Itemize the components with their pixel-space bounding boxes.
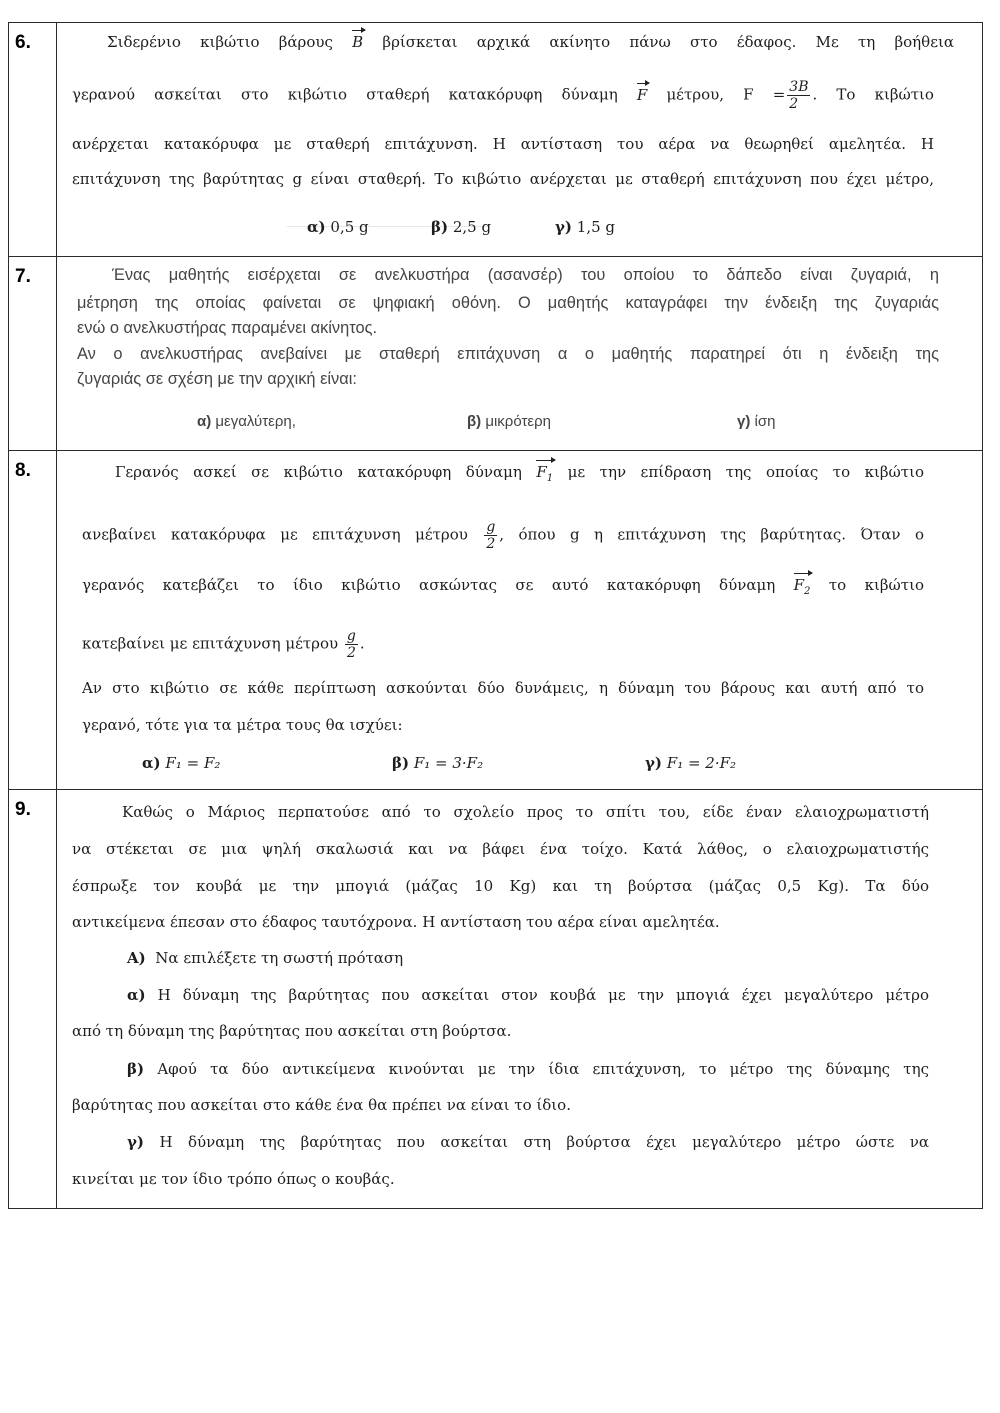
q8-text-1b: με την επίδραση της οποίας το κιβώτιο [567, 463, 924, 481]
question-number: 8. [9, 451, 57, 790]
weight-vector: B [352, 33, 364, 51]
q9-line-1: Καθώς ο Μάριος περπατούσε από το σχολείο προς το σπίτι του, είδε έναν ελαιοχρωματιστή [122, 803, 929, 821]
g-over-2-fraction: $\frac{g}{2}$ [486, 519, 496, 552]
fraction-denominator: 2 [789, 96, 799, 112]
option-b[interactable]: β) F₁ = 3·F₂ [392, 754, 484, 772]
option-c[interactable]: γ) 1,5 g [555, 218, 616, 236]
q6-line-2 [72, 79, 934, 112]
question-row-8 [9, 451, 983, 790]
option-c[interactable]: γ) F₁ = 2·F₂ [645, 754, 737, 772]
q8-line-4: κατεβαίνει με επιτάχυνση μέτρου $\frac{g}{2}$ . [82, 628, 365, 661]
question-row-6 [9, 23, 983, 257]
q8-text-2a: ανεβαίνει κατακόρυφα με επιτάχυνση μέτρου [82, 525, 468, 544]
question-number: 6. [9, 23, 57, 257]
statement-a[interactable]: α) Η δύναμη της βαρύτητας που ασκείται στον κουβά με την μπογιά έχει μεγαλύτερο μέτρο [127, 986, 929, 1004]
q6-text-2b: μέτρου, F = [666, 85, 786, 104]
question-row-7 [9, 257, 983, 451]
questions-table [8, 22, 983, 1209]
q6-text-1a: Σιδερένιο κιβώτιο βάρους [107, 33, 333, 51]
q8-text-2b: , όπου g η επιτάχυνση της βαρύτητας. Όταν ο [499, 525, 925, 544]
q8-line-3 [82, 576, 924, 601]
q9-part-a: Α) Να επιλέξετε τη σωστή πρόταση [127, 949, 404, 967]
q8-line-5: Αν στο κιβώτιο σε κάθε περίπτωση ασκούνται δύο δυνάμεις, η δύναμη του βάρους και αυτή από το [82, 679, 924, 697]
statement-a-cont: από τη δύναμη της βαρύτητας που ασκείται στη βούρτσα. [72, 1022, 512, 1040]
option-a[interactable]: α) μεγαλύτερη, [197, 413, 296, 430]
statement-b[interactable]: β) Αφού τα δύο αντικείμενα κινούνται με την ίδια επιτάχυνση, το μέτρο της δύναμης της [127, 1060, 929, 1078]
q8-text-3b: το κιβώτιο [828, 576, 924, 594]
question-body-7 [57, 257, 982, 450]
q9-line-3: έσπρωξε τον κουβά με την μπογιά (μάζας 10 Kg) και τη βούρτσα (μάζας 0,5 Kg). Τα δύο [72, 877, 929, 895]
g-over-2-fraction: $\frac{g}{2}$ [346, 628, 356, 661]
q7-line-2: μέτρηση της οποίας φαίνεται σε ψηφιακή οθόνη. Ο μαθητής καταγράφει την ένδειξη της ζυγαριάς [77, 294, 939, 312]
force-fraction [787, 79, 810, 112]
question-body-8 [57, 451, 982, 789]
q6-text-2c: . Το κιβώτιο [812, 85, 934, 104]
q6-text-1b: βρίσκεται αρχικά ακίνητο πάνω στο έδαφος. Με τη βοήθεια [382, 33, 954, 51]
force-f2: $F_2$ [794, 576, 811, 601]
q8-text-1a: Γερανός ασκεί σε κιβώτιο κατακόρυφη δύναμη [115, 463, 522, 481]
q6-line-3: ανέρχεται κατακόρυφα με σταθερή επιτάχυνση. Η αντίσταση του αέρα να θεωρηθεί αμελητέα. Η [72, 135, 934, 153]
question-number: 9. [9, 790, 57, 1209]
q7-line-5: ζυγαριάς σε σχέση με την αρχική είναι: [77, 370, 357, 388]
question-body-9 [57, 790, 982, 1208]
statement-b-cont: βαρύτητας που ασκείται στο κάθε ένα θα πρέπει να είναι το ίδιο. [72, 1096, 571, 1114]
q7-line-4: Αν ο ανελκυστήρας ανεβαίνει με σταθερή επιτάχυνση α ο μαθητής παρατηρεί ότι η ένδειξη της [77, 345, 939, 363]
option-b[interactable]: β) μικρότερη [467, 413, 551, 430]
q6-text-2a: γερανού ασκείται στο κιβώτιο σταθερή κατακόρυφη δύναμη [72, 85, 618, 104]
force-vector: F [636, 85, 648, 104]
option-a[interactable]: α) F₁ = F₂ [142, 754, 221, 772]
force-f1: $F_1$ [536, 463, 553, 488]
statement-c[interactable]: γ) Η δύναμη της βαρύτητας που ασκείται στη βούρτσα έχει μεγαλύτερο μέτρο ώστε να [127, 1133, 929, 1151]
q8-text-4a: κατεβαίνει με επιτάχυνση μέτρου [82, 634, 339, 653]
q8-text-3a: γερανός κατεβάζει το ίδιο κιβώτιο ασκώντας σε αυτό κατακόρυφη δύναμη [82, 576, 776, 594]
q9-line-4: αντικείμενα έπεσαν στο έδαφος ταυτόχρονα. Η αντίσταση του αέρα είναι αμελητέα. [72, 913, 720, 931]
question-number: 7. [9, 257, 57, 451]
q8-line-1 [115, 463, 924, 488]
q8-line-2 [82, 519, 924, 552]
q8-line-6: γερανό, τότε για τα μέτρα τους θα ισχύει: [82, 716, 403, 734]
option-b[interactable]: β) 2,5 g [431, 218, 492, 236]
question-row-9 [9, 790, 983, 1209]
option-a[interactable]: α) 0,5 g [307, 218, 369, 236]
question-body-6 [57, 23, 982, 256]
statement-c-cont: κινείται με τον ίδιο τρόπο όπως ο κουβάς. [72, 1170, 395, 1188]
q6-line-4: επιτάχυνση της βαρύτητας g είναι σταθερή. Το κιβώτιο ανέρχεται με σταθερή επιτάχυνση που έχει μέτρο, [72, 170, 934, 188]
q7-line-3: ενώ ο ανελκυστήρας παραμένει ακίνητος. [77, 319, 378, 337]
q7-line-1: Ένας μαθητής εισέρχεται σε ανελκυστήρα (ασανσέρ) του οποίου το δάπεδο είναι ζυγαριά, η [112, 266, 939, 284]
q9-line-2: να στέκεται σε μια ψηλή σκαλωσιά και να βάφει ένα τοίχο. Κατά λάθος, ο ελαιοχρωματιστής [72, 840, 929, 858]
option-c[interactable]: γ) ίση [737, 413, 776, 430]
q6-line-1 [107, 33, 954, 51]
fraction-numerator: 3B [789, 79, 809, 95]
